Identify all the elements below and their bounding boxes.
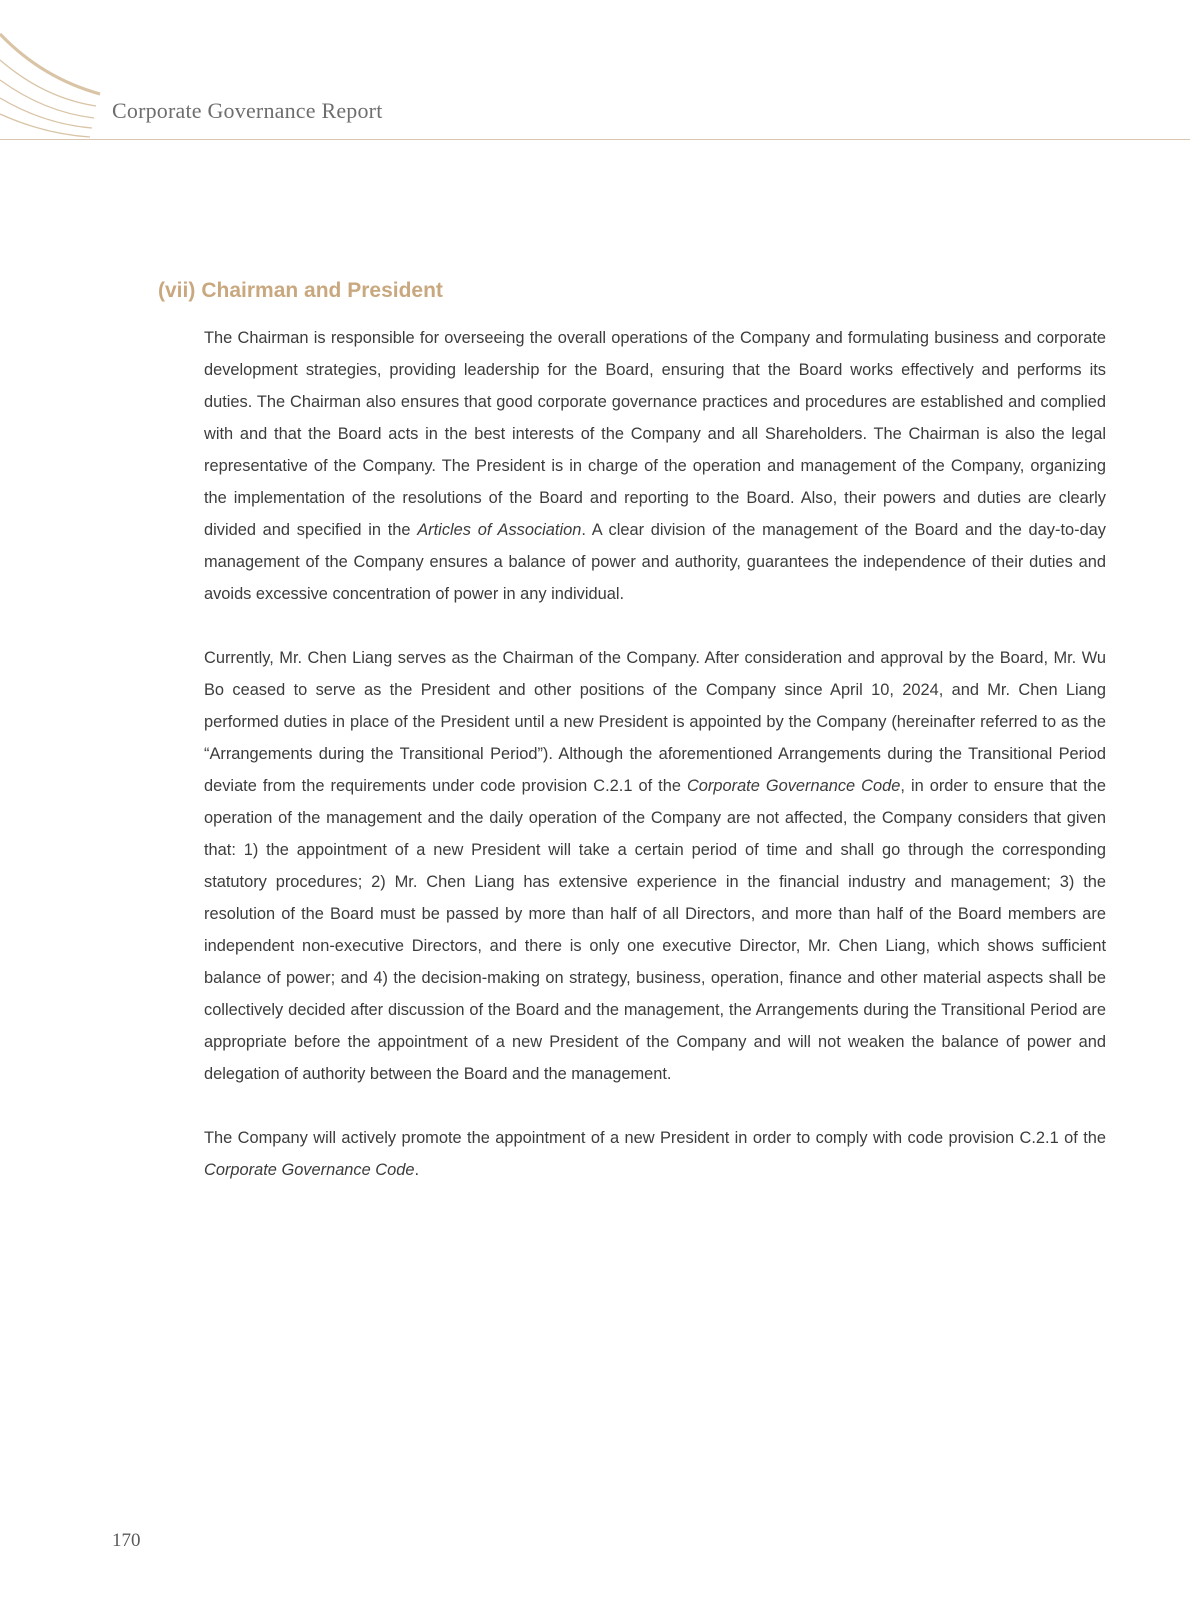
header-divider: [0, 139, 1190, 140]
document-reference: Corporate Governance Code: [204, 1161, 415, 1179]
page-number: 170: [112, 1530, 141, 1551]
section-title: Chairman and President: [201, 279, 443, 302]
body-text: [204, 322, 1106, 1218]
paragraph-text: .: [414, 1161, 420, 1179]
document-reference: Corporate Governance Code: [686, 777, 901, 795]
paragraph: [204, 642, 1106, 1090]
paragraph: [204, 1122, 1106, 1186]
paragraph-text: Currently, Mr. Chen Liang serves as the Chairman of the Company. After consideration and approval by the Board, Mr. Wu Bo ceased to serve as the President and other positions of the Company since April 10, 2024, and Mr. Chen Liang performed duties in place of the President until a new President is appointed by the Company (hereinafter referred to as the “Arrangements during the Transitional Period”). Although the aforementioned Arrangements during the Transitional Period deviate from the requirements under code provision C.2.1 of the: [204, 649, 1106, 795]
document-reference: Articles of Association: [417, 521, 582, 539]
section-heading: [158, 279, 443, 303]
decorative-arcs: [0, 0, 110, 150]
paragraph-text: . A clear division of the management of the Board and the day-to-day management of the Company ensures a balance of power and authority, guarantees the independence of their duties and avoids excessive concentration of power in any individual.: [204, 521, 1106, 603]
section-number: (vii): [158, 279, 196, 302]
header-title: Corporate Governance Report: [112, 98, 383, 123]
paragraph-text: The Company will actively promote the appointment of a new President in order to comply with code provision C.2.1 of the: [204, 1129, 1106, 1147]
paragraph: [204, 322, 1106, 610]
paragraph-text: , in order to ensure that the operation of the management and the daily operation of the Company are not affected, the Company considers that given that: 1) the appointment of a new President will take a certain period of time and shall go through the corresponding statutory procedures; 2) Mr. Chen Liang has extensive experience in the financial industry and management; 3) the resolution of the Board must be passed by more than half of all Directors, and more than half of the Board members are independent non-executive Directors, and there is only one executive Director, Mr. Chen Liang, which shows sufficient balance of power; and 4) the decision-making on strategy, business, operation, finance and other material aspects shall be collectively decided after discussion of the Board and the management, the Arrangements during the Transitional Period are appropriate before the appointment of a new President of the Company and will not weaken the balance of power and delegation of authority between the Board and the management.: [204, 777, 1106, 1083]
paragraph-text: The Chairman is responsible for overseeing the overall operations of the Company and formulating business and corporate development strategies, providing leadership for the Board, ensuring that the Board works effectively and performs its duties. The Chairman also ensures that good corporate governance practices and procedures are established and complied with and that the Board acts in the best interests of the Company and all Shareholders. The Chairman is also the legal representative of the Company. The President is in charge of the operation and management of the Company, organizing the implementation of the resolutions of the Board and reporting to the Board. Also, their powers and duties are clearly divided and specified in the: [204, 329, 1106, 539]
